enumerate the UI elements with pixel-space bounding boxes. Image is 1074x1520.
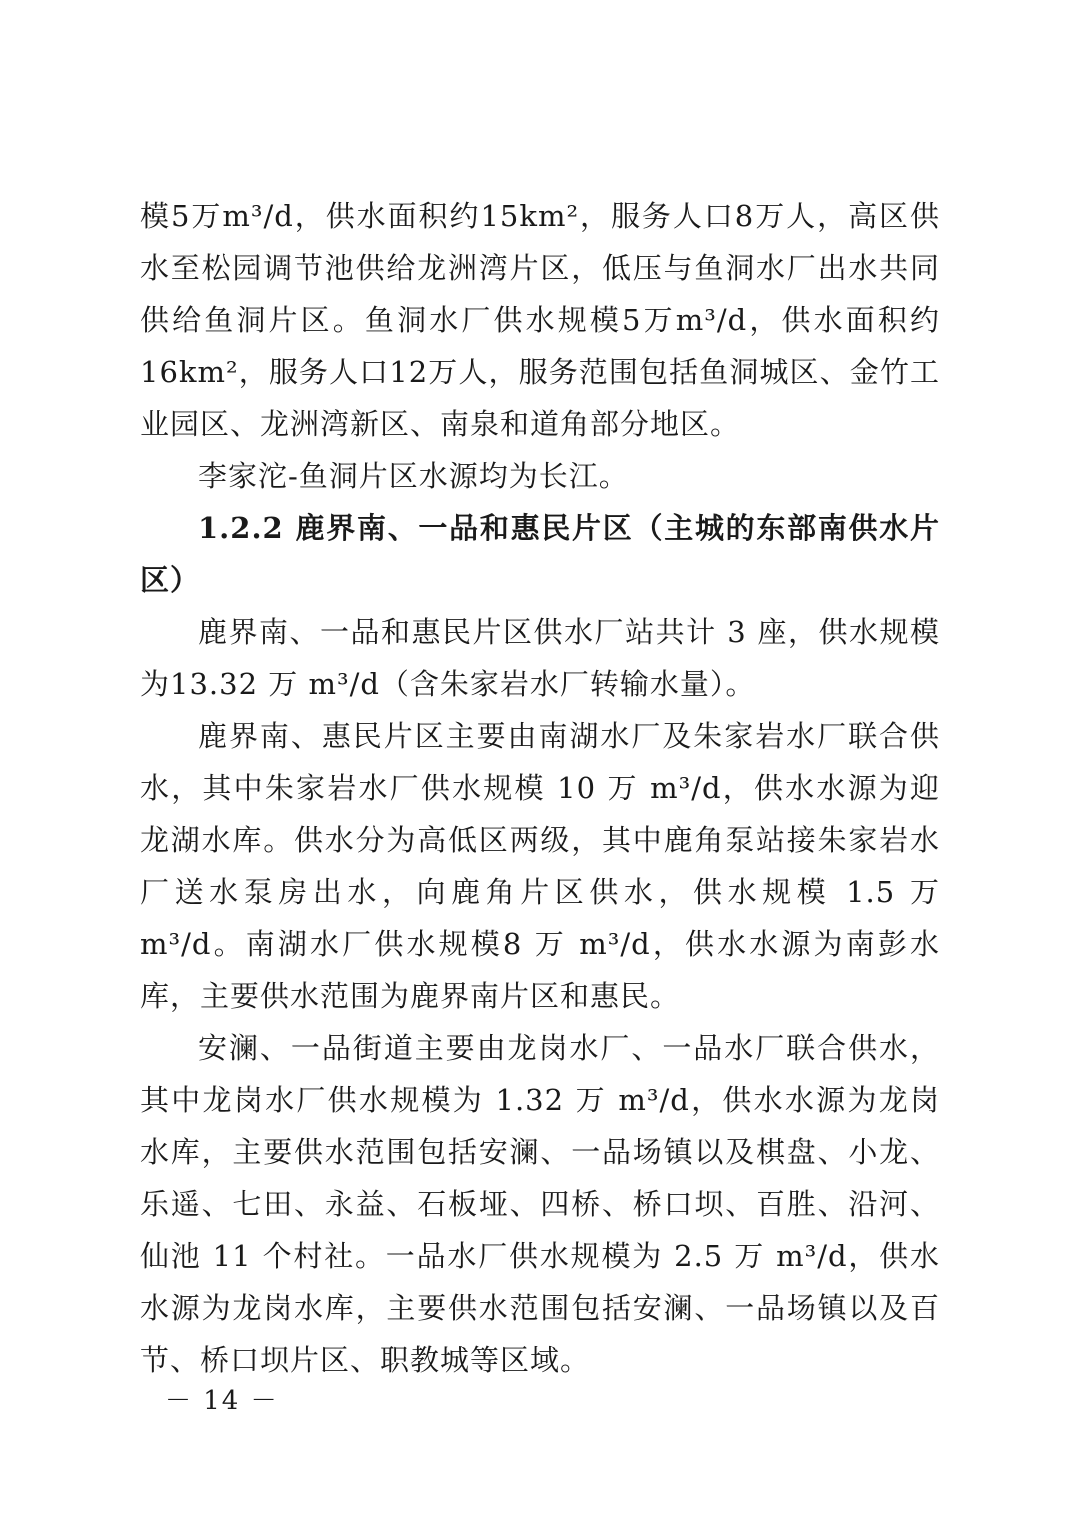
paragraph-overview: 鹿界南、一品和惠民片区供水厂站共计 3 座，供水规模为13.32 万 m³/d（含朱家岩水厂转输水量）。 [140, 615, 940, 701]
paragraph-continuation: 模5万m³/d，供水面积约15km²，服务人口8万人，高区供水至松园调节池供给龙洲湾片区，低压与鱼洞水厂出水共同供给鱼洞片区。鱼洞水厂供水规模5万m³/d，供水面积约16km²，服务人口12万人，服务范围包括鱼洞城区、金竹工业园区、龙洲湾新区、南泉和道角部分地区。 [140, 199, 940, 441]
page-number: － 14 － [165, 1386, 279, 1416]
paragraph-lujienan-huimin: 鹿界南、惠民片区主要由南湖水厂及朱家岩水厂联合供水，其中朱家岩水厂供水规模 10 万 m³/d，供水水源为迎龙湖水库。供水分为高低区两级，其中鹿角泵站接朱家岩水厂送水泵房出水，向鹿角片区供水，供水规模 1.5 万 m³/d。南湖水厂供水规模8 万 m³/d，供水水源为南彭水库，主要供水范围为鹿界南片区和惠民。 [140, 719, 940, 1013]
paragraph-water-source: 李家沱-鱼洞片区水源均为长江。 [198, 459, 629, 493]
section-heading: 1.2.2 鹿界南、一品和惠民片区（主城的东部南供水片区） [140, 511, 940, 597]
body-text [140, 190, 940, 1386]
paragraph-anlan-yipin: 安澜、一品街道主要由龙岗水厂、一品水厂联合供水，其中龙岗水厂供水规模为 1.32 万 m³/d，供水水源为龙岗水库，主要供水范围包括安澜、一品场镇以及棋盘、小龙、乐遥、七田、永益、石板垭、四桥、桥口坝、百胜、沿河、仙池 11 个村社。一品水厂供水规模为 2.5 万 m³/d，供水水源为龙岗水库，主要供水范围包括安澜、一品场镇以及百节、桥口坝片区、职教城等区域。 [140, 1031, 940, 1377]
